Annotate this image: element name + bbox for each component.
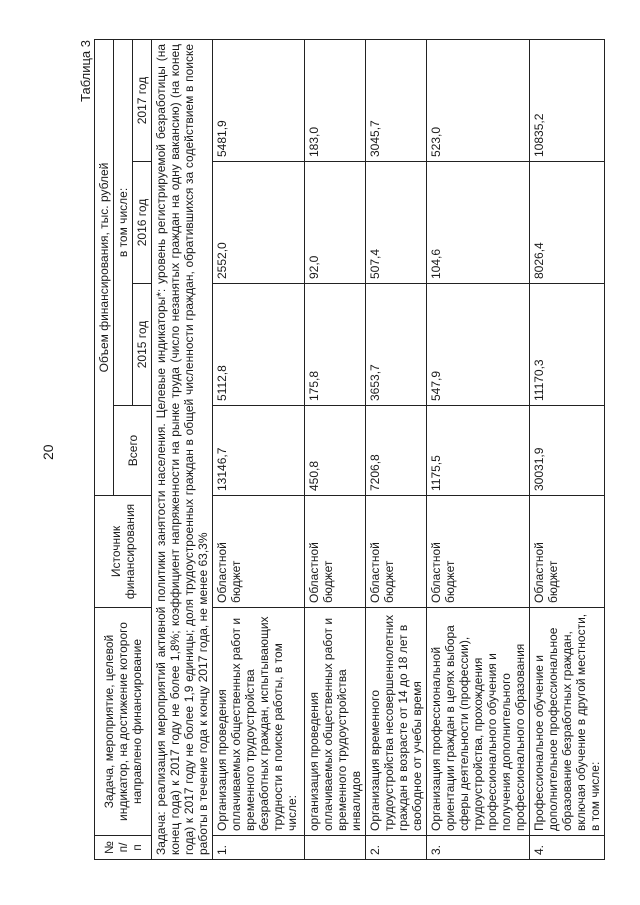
- row-2016: 8026,4: [530, 162, 605, 284]
- row-num: 2.: [366, 836, 427, 860]
- row-2017: 3045,7: [366, 39, 427, 161]
- header-num: № п/п: [95, 836, 152, 860]
- row-2015: 11170,3: [530, 284, 605, 406]
- table-row: [305, 39, 366, 859]
- task-row: [152, 39, 213, 859]
- row-2016: 507,4: [366, 162, 427, 284]
- page-number: 20: [40, 444, 56, 460]
- row-total: 30031,9: [530, 406, 605, 496]
- header-volume: Объем финансирования, тыс. рублей: [95, 39, 114, 495]
- row-source: Областной бюджет: [530, 496, 605, 608]
- row-2015: 5112,8: [213, 284, 305, 406]
- row-2017: 183,0: [305, 39, 366, 161]
- row-total: 1175,5: [427, 406, 530, 496]
- row-2016: 2552,0: [213, 162, 305, 284]
- table-row: [213, 39, 305, 859]
- table-caption: Таблица 3: [78, 40, 93, 102]
- row-name: организация проведения оплачиваемых общественных работ и временного трудоустройства инвалидов: [305, 608, 366, 836]
- table-row: [530, 39, 605, 859]
- row-2016: 92,0: [305, 162, 366, 284]
- header-including: в том числе:: [114, 39, 133, 405]
- row-num: 4.: [530, 836, 605, 860]
- row-name: Организация профессиональной ориентации граждан в целях выбора сферы деятельности (профессии), трудоустройства, прохождения профессионального обучения и получения дополнительного профессионального образования: [427, 608, 530, 836]
- row-source: Областной бюджет: [305, 496, 366, 608]
- row-2015: 547,9: [427, 284, 530, 406]
- row-2017: 523,0: [427, 39, 530, 161]
- row-name: Организация проведения оплачиваемых общественных работ и временного трудоустройства безработных граждан, испытывающих трудности в поиске работы, в том числе:: [213, 608, 305, 836]
- row-source: Областной бюджет: [366, 496, 427, 608]
- rotated-page: [38, 40, 602, 860]
- header-task: Задача, мероприятие, целевой индикатор, на достижение которого направлено финансирование: [95, 608, 152, 836]
- financing-table: [94, 39, 605, 860]
- row-2017: 10835,2: [530, 39, 605, 161]
- row-2015: 3653,7: [366, 284, 427, 406]
- row-2015: 175,8: [305, 284, 366, 406]
- table-row: [427, 39, 530, 859]
- row-num: 1.: [213, 836, 305, 860]
- header-source: Источник финансирования: [95, 496, 152, 608]
- table-row: [366, 39, 427, 859]
- header-row-1: [95, 39, 114, 859]
- row-2017: 5481,9: [213, 39, 305, 161]
- header-2015: 2015 год: [133, 284, 152, 406]
- row-name: Профессиональное обучение и дополнительное профессиональное образование безработных граждан, включая обучение в другой местности, в том числе:: [530, 608, 605, 836]
- row-num: 3.: [427, 836, 530, 860]
- header-total: Всего: [114, 406, 152, 496]
- row-source: Областной бюджет: [427, 496, 530, 608]
- row-total: 13146,7: [213, 406, 305, 496]
- row-total: 7206,8: [366, 406, 427, 496]
- header-2017: 2017 год: [133, 39, 152, 161]
- row-name: Организация временного трудоустройства несовершеннолетних граждан в возрасте от 14 до 18 лет в свободное от учебы время: [366, 608, 427, 836]
- row-source: Областной бюджет: [213, 496, 305, 608]
- row-2016: 104,6: [427, 162, 530, 284]
- row-total: 450,8: [305, 406, 366, 496]
- task-description: Задача: реализация мероприятий активной политики занятости населения. Целевые индикаторы*: уровень регистрируемой безработицы (на конец года) к 2017 году не более 1,8%; коэффициент напряженности на рынке труда (число незанятых граждан на одну вакансию) (на конец года) к 2017 году не более 1,9 единицы; доля трудоустроенных граждан в общей численности граждан, обратившихся за содействием в поиске работы в течение года к концу 2017 года, не менее 63,3%: [152, 39, 213, 859]
- row-num: [305, 836, 366, 860]
- header-2016: 2016 год: [133, 162, 152, 284]
